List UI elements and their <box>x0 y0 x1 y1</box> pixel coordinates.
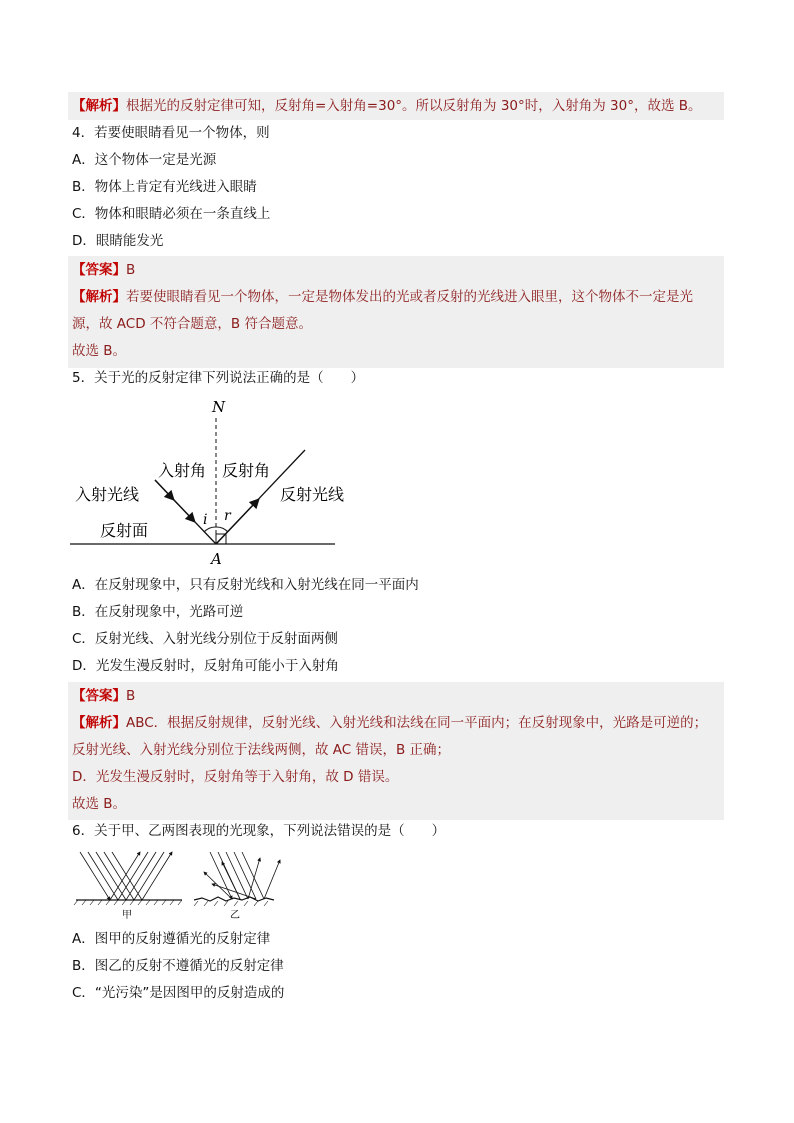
q4-option-d: D．眼睛能发光 <box>72 233 164 249</box>
q5-option-c: C．反射光线、入射光线分别位于反射面两侧 <box>72 631 338 647</box>
question-6-stem: 6．关于甲、乙两图表现的光现象，下列说法错误的是（ ） <box>72 823 446 839</box>
analysis-text: ABC．根据反射规律，反射光线、入射光线和法线在同一平面内；在反射现象中，光路是可逆的； <box>126 715 708 731</box>
q5-option-a: A．在反射现象中，只有反射光线和入射光线在同一平面内 <box>72 577 419 593</box>
incident-arrowhead <box>155 480 194 521</box>
q5-analysis-1 <box>72 713 707 733</box>
specular-reflection-figure <box>74 852 182 920</box>
label-reflection-angle: 反射角 <box>222 461 271 480</box>
q5-conclusion: 故选 B。 <box>72 796 127 812</box>
figure-label-a: 甲 <box>122 910 132 920</box>
reflection-types-diagram <box>72 848 287 920</box>
q5-answer <box>72 686 135 706</box>
q6-option-a: A．图甲的反射遵循光的反射定律 <box>72 931 271 947</box>
q4-answer <box>72 260 135 280</box>
answer-value: B <box>126 262 136 278</box>
answer-tag: 【答案】 <box>72 262 126 278</box>
question-4-stem: 4．若要使眼睛看见一个物体，则 <box>72 125 270 141</box>
q4-answer-shade <box>68 256 724 368</box>
label-i: i <box>203 512 208 528</box>
analysis-tag: 【解析】 <box>72 289 126 305</box>
reflection-diagram <box>70 392 360 567</box>
label-a: A <box>211 550 222 567</box>
analysis-tag: 【解析】 <box>72 98 126 114</box>
q4-option-c: C．物体和眼睛必须在一条直线上 <box>72 206 271 222</box>
q5-option-b: B．在反射现象中，光路可逆 <box>72 604 244 620</box>
q4-conclusion: 故选 B。 <box>72 343 127 359</box>
analysis-text: 根据光的反射定律可知，反射角=入射角=30°。所以反射角为 30°时，入射角为 30°，故选 B。 <box>126 98 702 114</box>
analysis-tag: 【解析】 <box>72 715 126 731</box>
reflected-arrowhead <box>216 500 258 544</box>
q6-option-b: B．图乙的反射不遵循光的反射定律 <box>72 958 284 974</box>
answer-value: B <box>126 688 136 704</box>
label-surface: 反射面 <box>100 521 149 540</box>
q6-option-c: C．“光污染”是因图甲的反射造成的 <box>72 985 285 1001</box>
q4-option-a: A．这个物体一定是光源 <box>72 152 217 168</box>
label-n: N <box>212 398 226 416</box>
diffuse-reflection-figure <box>194 852 280 920</box>
analysis-text: 若要使眼睛看见一个物体，一定是物体发出的光或者反射的光线进入眼里，这个物体不一定是光 <box>126 289 693 305</box>
q4-analysis-1 <box>72 287 693 307</box>
answer-tag: 【答案】 <box>72 688 126 704</box>
q5-option-d: D．光发生漫反射时，反射角可能小于入射角 <box>72 658 339 674</box>
label-incident-ray: 入射光线 <box>75 485 140 504</box>
label-incidence-angle: 入射角 <box>158 461 207 480</box>
figure-label-b: 乙 <box>230 910 240 920</box>
question-5-stem: 5．关于光的反射定律下列说法正确的是（ ） <box>72 370 365 386</box>
q4-analysis-2: 源，故 ACD 不符合题意，B 符合题意。 <box>72 316 312 332</box>
label-reflected-ray: 反射光线 <box>280 485 345 504</box>
q5-analysis-2: 反射光线、入射光线分别位于法线两侧，故 AC 错误，B 正确； <box>72 742 451 758</box>
q4-option-b: B．物体上肯定有光线进入眼睛 <box>72 179 257 195</box>
label-r: r <box>224 508 231 524</box>
analysis-line <box>72 96 702 116</box>
angle-r-arc <box>216 527 228 532</box>
q5-analysis-3: D．光发生漫反射时，反射角等于入射角，故 D 错误。 <box>72 769 399 785</box>
